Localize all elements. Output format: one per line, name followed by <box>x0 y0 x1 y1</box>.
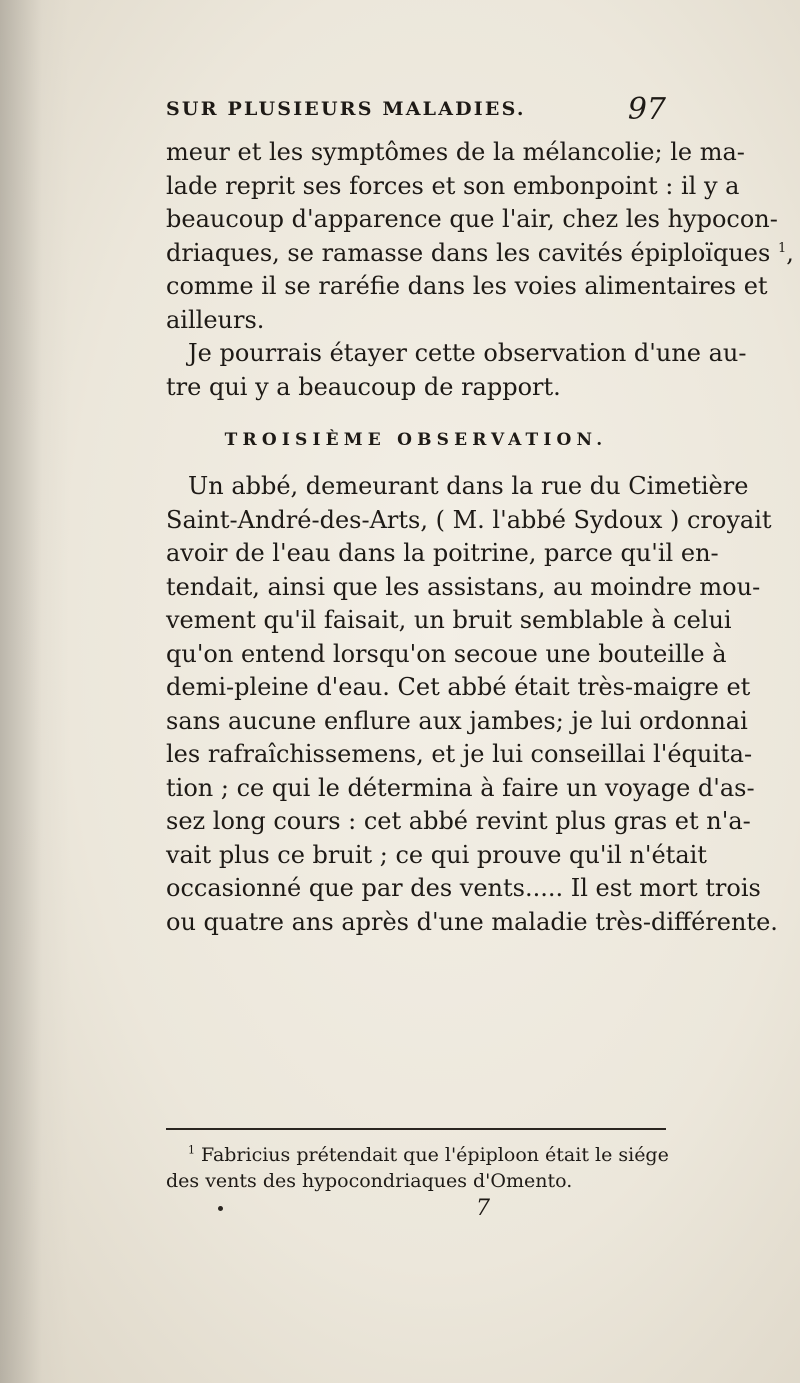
footnote-line: des vents des hypocondriaques d'Omento. <box>166 1170 573 1192</box>
footnote-reference-punct: , <box>786 238 794 267</box>
text-line <box>166 237 794 271</box>
footnote-reference: 1 <box>777 240 787 256</box>
text-line: Un abbé, demeurant dans la rue du Cimetière <box>188 472 749 500</box>
paragraph-1 <box>166 136 794 337</box>
printer-mark <box>218 1206 223 1211</box>
running-title: SUR PLUSIEURS MALADIES. <box>166 98 526 120</box>
text-line: comme il se raréfie dans les voies alimentaires et <box>166 272 768 300</box>
text-line: ailleurs. <box>166 305 265 334</box>
section-heading: TROISIÈME OBSERVATION. <box>224 430 608 450</box>
signature-mark: 7 <box>476 1196 490 1221</box>
text-line: qu'on entend lorsqu'on secoue une bouteille à <box>166 639 727 668</box>
footnote <box>166 1142 669 1194</box>
text-line: vement qu'il faisait, un bruit semblable à celui <box>166 606 732 634</box>
paragraph-2 <box>166 337 747 404</box>
text-line: avoir de l'eau dans la poitrine, parce qu'il en- <box>166 539 719 567</box>
text-line: tion ; ce qui le détermina à faire un voyage d'as- <box>166 773 755 802</box>
text-line: tendait, ainsi que les assistans, au moindre mou- <box>166 572 761 601</box>
text-line: vait plus ce bruit ; ce qui prouve qu'il n'était <box>166 840 707 869</box>
paragraph-3 <box>166 470 778 939</box>
text-line: occasionné que par des vents..... Il est mort trois <box>166 874 761 902</box>
text-line: lade reprit ses forces et son embonpoint : il y a <box>166 171 740 200</box>
text-line: tre qui y a beaucoup de rapport. <box>166 372 561 401</box>
text-line: meur et les symptômes de la mélancolie; le ma- <box>166 138 745 166</box>
text-line: sez long cours : cet abbé revint plus gras et n'a- <box>166 807 751 835</box>
text-line: demi-pleine d'eau. Cet abbé était très-maigre et <box>166 673 751 701</box>
footnote-text: Fabricius prétendait que l'épiploon était le siége <box>201 1144 669 1166</box>
text-line: Saint-André-des-Arts, ( M. l'abbé Sydoux ) croyait <box>166 505 772 534</box>
text-line: beaucoup d'apparence que l'air, chez les hypocon- <box>166 205 778 233</box>
text-line: les rafraîchissemens, et je lui conseillai l'équita- <box>166 740 753 768</box>
text-line: Je pourrais étayer cette observation d'une au- <box>188 339 747 367</box>
footnote-marker: 1 <box>188 1143 195 1157</box>
page-header <box>166 92 666 132</box>
binding-shadow <box>0 0 70 1383</box>
footnote-line <box>166 1142 669 1168</box>
text-line: sans aucune enflure aux jambes; je lui ordonnai <box>166 706 748 735</box>
text-line: ou quatre ans après d'une maladie très-différente. <box>166 907 778 936</box>
page-number: 97 <box>627 92 666 127</box>
text-line-content: driaques, se ramasse dans les cavités épiploïques <box>166 238 771 267</box>
body-text <box>166 136 794 939</box>
footnote-rule <box>166 1128 666 1130</box>
